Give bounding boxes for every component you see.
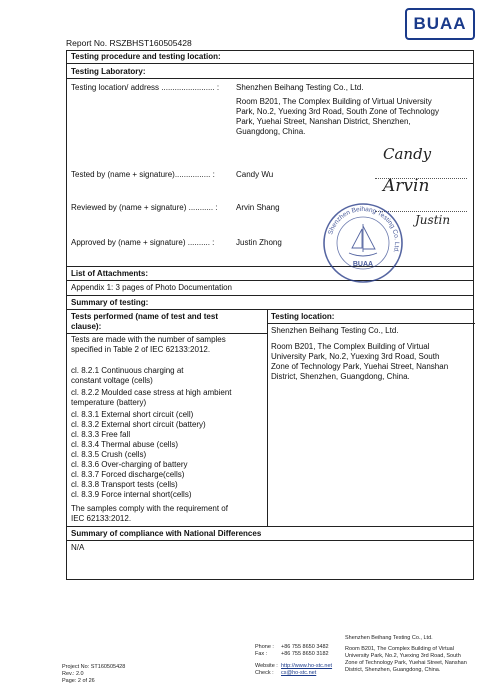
- address-line: District, Shenzhen, Guangdong, China.: [345, 667, 441, 673]
- testing-location-address: [271, 342, 473, 382]
- address-line: Park, Yuehai Street, Nanshan District, Shenzhen,: [236, 117, 411, 126]
- approved-by-label: Approved by (name + signature) .......... :: [71, 238, 215, 247]
- address-line: Zone of Technology Park, Yuehai Street, Nanshan: [345, 660, 467, 666]
- compliance-title: Summary of compliance with National Differences: [71, 529, 262, 538]
- location-address: [236, 97, 439, 137]
- list-item: cl. 8.3.9 Force internal short(cells): [71, 490, 192, 499]
- report-number: Report No. RSZBHST160505428: [66, 38, 192, 48]
- address-line: Park, No.2, Yuexing 3rd Road, South Zone of Technology: [236, 107, 439, 116]
- list-item: cl. 8.3.2 External short circuit (battery): [71, 420, 206, 429]
- testing-location-heading: Testing location:: [271, 312, 335, 321]
- reviewed-by-label: Reviewed by (name + signature) ........... :: [71, 203, 218, 212]
- buaa-logo: [405, 8, 475, 40]
- reviewed-signature: Arvin: [383, 176, 430, 196]
- comply-line: IEC 62133:2012.: [71, 514, 132, 523]
- report-table: [66, 50, 474, 580]
- list-item: cl. 8.3.1 External short circuit (cell): [71, 410, 194, 419]
- stamp-text: Shenzhen Beihang Testing Co. Ltd.: [327, 205, 401, 254]
- phone-value: +86 755 8650 3482: [281, 644, 329, 650]
- list-item: cl. 8.3.6 Over-charging of battery: [71, 460, 188, 469]
- divider: [67, 333, 267, 334]
- company-stamp: [322, 202, 404, 284]
- project-number: Project No: ST160505428: [62, 664, 126, 670]
- tests-intro: [71, 335, 263, 355]
- footer-project-info: [62, 664, 125, 685]
- stamp-center-text: BUAA: [352, 261, 374, 268]
- comply-line: The samples comply with the requirement of: [71, 504, 228, 513]
- address-line: Room B201, The Complex Building of Virtual University: [236, 97, 432, 106]
- list-item: cl. 8.3.3 Free fall: [71, 430, 131, 439]
- address-line: Guangdong, China.: [236, 127, 306, 136]
- revision: Rev.: 2.0: [62, 671, 84, 677]
- address-line: University Park, No.2, Yuexing 3rd Road, South: [345, 653, 461, 659]
- footer-company: [345, 635, 467, 674]
- list-item: cl. 8.2.2 Moulded case stress at high ambient: [71, 388, 232, 397]
- attachments-title: List of Attachments:: [71, 269, 149, 278]
- tests-list: [71, 366, 265, 500]
- intro-line: Tests are made with the number of samples: [71, 335, 226, 344]
- fax-label: Fax :: [255, 651, 268, 657]
- list-item: constant voltage (cells): [71, 376, 153, 385]
- fax-value: +86 755 8650 3182: [281, 651, 329, 657]
- reviewed-by-value: Arvin Shang: [236, 203, 280, 212]
- divider: [67, 266, 473, 267]
- lab-heading: Testing Laboratory:: [71, 67, 146, 76]
- footer-contact: [255, 644, 332, 677]
- compliance-value: N/A: [71, 543, 85, 552]
- heading-line: clause):: [71, 322, 102, 331]
- phone-label: Phone :: [255, 644, 274, 650]
- list-item: cl. 8.3.4 Thermal abuse (cells): [71, 440, 179, 449]
- check-email-link[interactable]: cs@ho-stc.net: [281, 670, 317, 676]
- divider: [67, 309, 473, 310]
- website-link[interactable]: http://www.ho-stc.net: [281, 663, 333, 669]
- attachments-value: Appendix 1: 3 pages of Photo Documentation: [71, 283, 232, 292]
- divider: [67, 540, 473, 541]
- approved-signature: Justin: [415, 213, 451, 227]
- logo-text: BUAA: [413, 14, 467, 33]
- list-item: temperature (battery): [71, 398, 147, 407]
- list-item: cl. 8.3.8 Transport tests (cells): [71, 480, 178, 489]
- divider: [67, 295, 473, 296]
- address-line: District, Shenzhen, Guangdong, China.: [271, 372, 410, 381]
- divider: [67, 526, 473, 527]
- intro-line: specified in Table 2 of IEC 62133:2012.: [71, 345, 211, 354]
- list-item: cl. 8.3.5 Crush (cells): [71, 450, 147, 459]
- company-name: Shenzhen Beihang Testing Co., Ltd.: [345, 635, 433, 641]
- column-divider: [267, 309, 268, 526]
- section-title-procedure: Testing procedure and testing location:: [67, 51, 473, 64]
- page-number: Page: 2 of 26: [62, 678, 95, 684]
- check-label: Check :: [255, 670, 274, 676]
- wave-icon: [349, 253, 377, 256]
- tests-heading: [71, 312, 263, 332]
- heading-line: Tests performed (name of test and test: [71, 312, 218, 321]
- tests-comply: [71, 504, 263, 524]
- address-line: Room B201, The Complex Building of Virtual: [271, 342, 430, 351]
- divider: [67, 280, 473, 281]
- tested-signature: Candy: [383, 145, 432, 163]
- sailboat-icon: [352, 224, 375, 252]
- list-item: cl. 8.3.7 Forced discharge(cells): [71, 470, 185, 479]
- address-line: Zone of Technology Park, Yuehai Street, Nanshan: [271, 362, 449, 371]
- approved-by-value: Justin Zhong: [236, 238, 282, 247]
- list-item: cl. 8.2.1 Continuous charging at: [71, 366, 184, 375]
- tested-by-value: Candy Wu: [236, 170, 274, 179]
- testing-location-name: Shenzhen Beihang Testing Co., Ltd.: [271, 326, 399, 335]
- summary-title: Summary of testing:: [71, 298, 149, 307]
- address-line: University Park, No.2, Yuexing 3rd Road, South: [271, 352, 440, 361]
- location-label: Testing location/ address ........................ :: [71, 83, 220, 92]
- tested-by-label: Tested by (name + signature)................ :: [71, 170, 215, 179]
- address-line: Room B201, The Complex Building of Virtual: [345, 646, 454, 652]
- website-label: Website :: [255, 663, 278, 669]
- location-value: Shenzhen Beihang Testing Co., Ltd.: [236, 83, 364, 92]
- divider: [67, 78, 473, 79]
- divider: [267, 323, 475, 324]
